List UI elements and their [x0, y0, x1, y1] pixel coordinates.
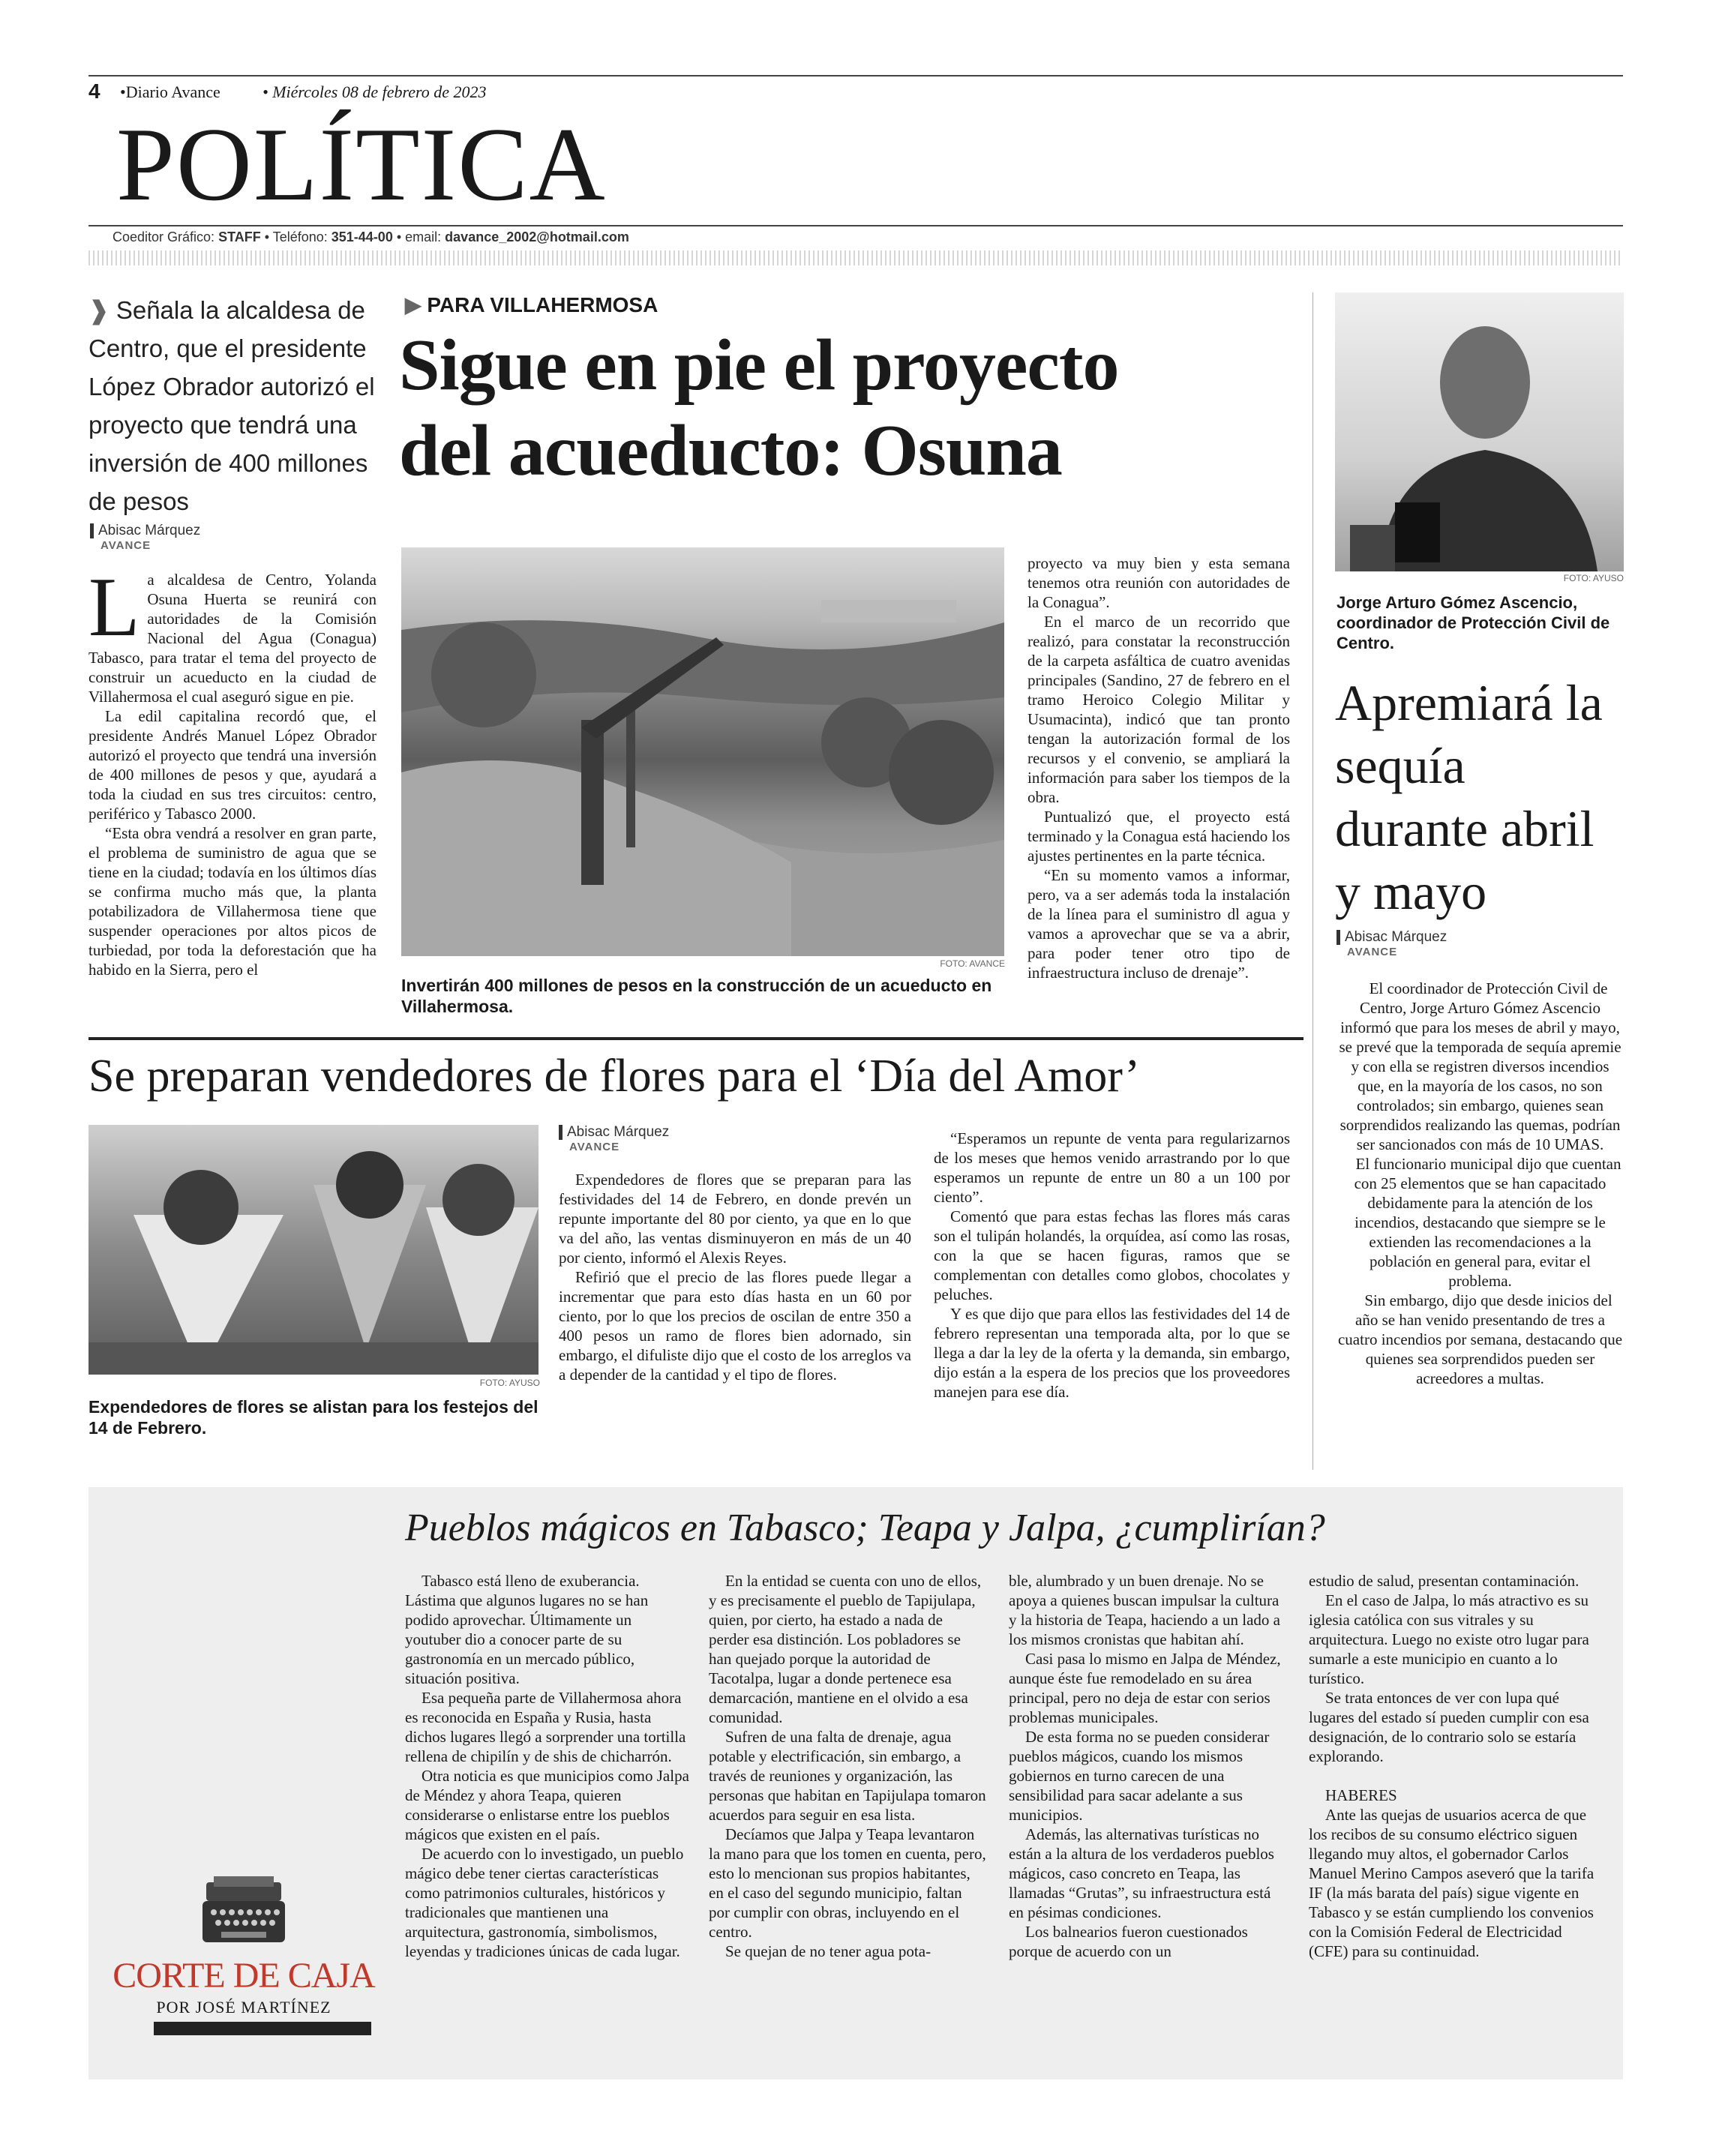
header-rule	[88, 225, 1623, 226]
lead-col-1	[88, 561, 376, 979]
aqueduct-photo	[401, 547, 1004, 956]
side-body	[1336, 979, 1624, 1388]
lead-col2-p2: En el marco de un recorrido que realizó, para constatar la reconstrucción de la carpeta asfáltica de cuatro avenidas principales (Sandino, 27 de febrero en el tramo Heroico Colegio Militar y Usumacinta), indicó que tan pronto tengan la autorización formal de los recursos y el convenio, se ampliará la información para saber los tiempos de la obra.	[1028, 613, 1290, 806]
column-c2-p2: Sufren de una falta de drenaje, agua potable y electrificación, sin embargo, a través de reuniones y organización, las personas que habitan en Tapijulapa tomaron acuerdos para seguir en esa lista.	[709, 1728, 986, 1824]
flowers-col1-p2: Refirió que el precio de las flores puede llegar a incrementar que para esto días hasta en un 60 por ciento, por lo que los precios de oscilan de entre 350 a 400 pesos un ramo de flores bien adornado, sin embargo, el difuliste dijo que el costo de los arreglos va a depender de la cantidad y el tipo de flores.	[559, 1268, 911, 1384]
issue-date: • Miércoles 08 de febrero de 2023	[262, 82, 487, 101]
lead-byline-org: AVANCE	[100, 539, 152, 552]
column-c1-p3: Otra noticia es que municipios como Jalpa de Méndez y ahora Teapa, quieren considerarse o enlistarse entre los pueblos mágicos que existen en el país.	[405, 1767, 689, 1843]
column-c2-p3: Decíamos que Jalpa y Teapa levantaron la mano para que los tomen en cuenta, pero, esto lo mencionan sus propios habitantes, en el caso del segundo municipio, faltan por cumplir con obras, incluyendo en el centro.	[709, 1825, 986, 1941]
contact-line	[112, 229, 629, 245]
flowers-caption: Expendedores de flores se alistan para los festejos del 14 de Febrero.	[88, 1397, 538, 1438]
lead-summary	[88, 291, 381, 520]
lead-headline-line2: del acueducto: Osuna	[399, 410, 1062, 491]
column-col-2	[709, 1571, 986, 1961]
column-c3-p5: Los balnearios fueron cuestionados porque de acuerdo con un	[1009, 1923, 1248, 1960]
lead-headline-line1: Sigue en pie el proyecto	[399, 325, 1119, 406]
kicker-arrow-icon: ▶	[405, 293, 428, 316]
lead-col2-p1: proyecto va muy bien y esta semana tenemos otra reunión con autoridades de la Conagua”.	[1028, 554, 1290, 611]
column-c3-p1: ble, alumbrado y un buen drenaje. No se apoya a quienes buscan impulsar la cultura y la historia de Teapa, haciendo a un lado a los mismos cronistas que habitan ahí.	[1009, 1572, 1281, 1648]
column-headline: Pueblos mágicos en Tabasco; Teapa y Jalpa, ¿cumplirían?	[405, 1507, 1325, 1549]
lead-kicker	[405, 292, 658, 317]
side-p2: El funcionario municipal dijo que cuentan con 25 elementos que se han capacitado debidamente para la atención de los incendios, destacando que siempre se le extienden las recomendaciones a la población en general para, evitar el problema.	[1354, 1155, 1622, 1290]
official-portrait-photo	[1335, 292, 1624, 571]
flowers-headline: Se preparan vendedores de flores para el ‘Día del Amor’	[88, 1051, 1140, 1102]
column-c4-p1: estudio de salud, presentan contaminación.	[1309, 1572, 1580, 1590]
column-c4-p4: Ante las quejas de usuarios acerca de que los recibos de su consumo eléctrico siguen llegando muy altos, el gobernador Carlos Manuel Merino Campos aseveró que la tarifa IF (la más barata del país) sigue vigente en Tabasco y se están cumpliendo los convenios con la Comisión Federal de Electricidad (CFE) para su continuidad.	[1309, 1806, 1594, 1960]
flowers-col1-p1: Expendedores de flores que se preparan para las festividades del 14 de Febrero, en donde prevén un repunte importante del 80 por ciento, ya que en lo que va del año, las ventas disminuyeron en más de un 40 por ciento, informó el Alexis Reyes.	[559, 1171, 911, 1267]
contact-phone: 351-44-00	[331, 229, 393, 244]
contact-email: davance_2002@hotmail.com	[445, 229, 629, 244]
flowers-byline-name: Abisac Márquez	[559, 1125, 669, 1140]
column-c3-p3: De esta forma no se pueden considerar pueblos mágicos, cuando los mismos gobiernos en turno carecen de una sensibilidad para sacar adelante a sus municipios.	[1009, 1728, 1270, 1824]
lead-kicker-text: PARA VILLAHERMOSA	[427, 293, 658, 316]
flowers-col2-p3: Y es que dijo que para ellos las festividades del 14 de febrero representan una temporada alta, por lo que se llega a dar la ley de la oferta y la demanda, sin embargo, dijo están a la espera de los precios que los proveedores manejen para ese día.	[934, 1305, 1290, 1401]
paper-name: •Diario Avance	[120, 82, 220, 101]
typewriter-icon	[199, 1875, 289, 1950]
header-pattern-band	[88, 250, 1623, 265]
column-logo-bar	[154, 2022, 371, 2035]
lead-headline	[399, 322, 1119, 493]
side-p1: El coordinador de Protección Civil de Centro, Jorge Arturo Gómez Ascencio informó que para los meses de abril y mayo, se prevé que la temporada de sequía apremie y con ella se registren diversos incendios que, en la mayoría de los casos, no son controlados; sin embargo, quienes sean sorprendidos realizando las quemas, podrían ser sancionados con más de 10 UMAS.	[1339, 979, 1622, 1153]
contact-email-label: • email:	[392, 229, 446, 244]
lead-col2-p4: “En su momento vamos a informar, pero, va a ser además toda la instalación de la línea para el suministro dl agua y vamos a aprovechar que se va a abrir, para poder tener otro tipo de infraestructura incluso de drenaje”.	[1028, 866, 1290, 982]
column-c2-p4: Se quejan de no tener agua pota-	[725, 1942, 932, 1960]
column-c1-p1: Tabasco está lleno de exuberancia. Lástima que algunos lugares no se han podido aprovechar. Últimamente un youtuber dio a conocer parte de su gastronomía en un mercado público, situación positiva.	[405, 1572, 649, 1687]
column-col-1	[405, 1571, 690, 1961]
column-c1-p4: De acuerdo con lo investigado, un pueblo mágico debe tener ciertas características como patrimonios culturales, históricos y tradicionales que mantienen una arquitectura, gastronomía, simbolismos, leyendas y tradiciones únicas de cada lugar.	[405, 1845, 684, 1960]
lead-col1-p2: La edil capitalina recordó que, el presidente Andrés Manuel López Obrador autorizó el proyecto que tendrá una inversión de 400 millones de pesos y que, ayudará a toda la ciudad en sus tres circuitos: centro, periférico y Tabasco 2000.	[88, 707, 376, 823]
side-headline: Apremiará la sequía durante abril y mayo	[1335, 674, 1603, 920]
column-logo-author: POR JOSÉ MARTÍNEZ	[156, 1998, 332, 2017]
lead-col2-p3: Puntualizó que, el proyecto está terminado y la Conagua está haciendo los ajustes pertinentes en la parte técnica.	[1028, 808, 1290, 865]
flowers-top-rule	[88, 1037, 1304, 1040]
column-c4-p2: En el caso de Jalpa, lo más atractivo es su iglesia católica con sus vitrales y su arquitectura. Luego no existe otro lugar para sumarle a este municipio en cuanto a lo turístico.	[1309, 1591, 1589, 1687]
column-subhead: HABERES	[1325, 1786, 1397, 1804]
contact-staff: STAFF	[218, 229, 261, 244]
lead-col1-p3: “Esta obra vendrá a resolver en gran parte, el problema de suministro de agua que se tiene en la ciudad; todavía en los últimos días se confirma mucho más que, la planta potabilizadora de Villahermosa tiene que suspender operaciones por altos picos de turbiedad, por toda la deforestación que ha habido en la Sierra, pero el	[88, 824, 376, 979]
flowers-col2-p1: “Esperamos un repunte de venta para regularizarnos de los meses que hemos venido arrastrando por lo que esperamos un repunte de entre un 80 a un 100 por ciento”.	[934, 1129, 1290, 1206]
official-portrait-icon	[1335, 292, 1624, 571]
page-number: 4	[88, 79, 100, 103]
column-c4-p3: Se trata entonces de ver con lupa qué lugares del estado sí pueden cumplir con esa designación, de lo contrario solo se estaría explorando.	[1309, 1689, 1589, 1765]
contact-prefix: Coeditor Gráfico:	[112, 229, 219, 244]
flowers-photo	[88, 1125, 538, 1375]
side-byline-org: AVANCE	[1347, 946, 1398, 958]
flowers-col2-p2: Comentó que para estas fechas las flores más caras son el tulipán holandés, la orquídea, así como las rosas, con la que se hacen figuras, ramos que se complementan con detalles como globos, chocolates y peluches.	[934, 1207, 1290, 1303]
side-byline-name: Abisac Márquez	[1336, 930, 1447, 945]
top-rule	[88, 75, 1623, 76]
aqueduct-caption: Invertirán 400 millones de pesos en la construcción de un acueducto en Villahermosa.	[401, 976, 992, 1016]
side-p3: Sin embargo, dijo que desde inicios del año se han venido presentando de tres a cuatro incendios por semana, destacando que quienes sea sorprendidos pueden ser acreedores a multas.	[1337, 1291, 1623, 1387]
portrait-caption: Jorge Arturo Gómez Ascencio, coordinador de Protección Civil de Centro.	[1336, 593, 1610, 652]
column-col-4	[1309, 1571, 1601, 1961]
column-c1-p2: Esa pequeña parte de Villahermosa ahora es reconocida en España y Rusia, hasta dichos lugares llegó a sorprender una tortilla rellena de chipilín y de shis de chicharrón.	[405, 1689, 686, 1765]
column-logo-title: CORTE DE CAJA	[112, 1956, 375, 1996]
lead-byline-name: Abisac Márquez	[90, 523, 200, 538]
column-col-3	[1009, 1571, 1286, 1961]
portrait-photo-credit: FOTO: AYUSO	[1563, 573, 1624, 583]
column-c3-p2: Casi pasa lo mismo en Jalpa de Méndez, aunque éste fue remodelado en su área principal, pero no deja de estar con serios problemas municipales.	[1009, 1650, 1281, 1726]
lead-col1-first: a alcaldesa de Centro, Yolanda Osuna Huerta se reunirá con autoridades de la Comisión Nacional del Agua (Conagua) Tabasco, para tratar el tema del proyecto de construir un acueducto en la ciudad de Villahermosa el cual aseguró sigue en pie.	[88, 571, 376, 706]
side-column-rule	[1312, 292, 1313, 1470]
flowers-byline-org: AVANCE	[569, 1141, 620, 1153]
aqueduct-photo-credit: FOTO: AVANCE	[940, 958, 1005, 969]
summary-arrow-icon: ❱	[88, 296, 116, 324]
aqueduct-scene-icon	[401, 547, 1004, 956]
contact-phone-label: • Teléfono:	[260, 229, 332, 244]
bouquets-icon	[88, 1125, 538, 1375]
lead-summary-text: Señala la alcaldesa de Centro, que el presidente López Obrador autorizó el proyecto que tendrá una inversión de 400 millones de pesos	[88, 296, 375, 515]
flowers-col-2	[934, 1129, 1290, 1402]
flowers-photo-credit: FOTO: AYUSO	[479, 1378, 540, 1388]
lead-dropcap: L	[88, 561, 140, 654]
column-c3-p4: Además, las alternativas turísticas no están a la altura de los verdaderos pueblos mágicos, caso concreto en Teapa, las llamadas “Grutas”, su infraestructura está en pésimas condiciones.	[1009, 1825, 1274, 1921]
column-c2-p1: En la entidad se cuenta con uno de ellos, y es precisamente el pueblo de Tapijulapa, quien, por cierto, ha estado a nada de perder esa distinción. Los pobladores se han quejado porque la autoridad de Tacotalpa, lugar a donde pertenece esa demarcación, mantiene en el olvido a esa comunidad.	[709, 1572, 982, 1726]
section-title: POLÍTICA	[116, 106, 607, 223]
lead-col-2	[1028, 553, 1290, 982]
flowers-col-1	[559, 1170, 911, 1384]
